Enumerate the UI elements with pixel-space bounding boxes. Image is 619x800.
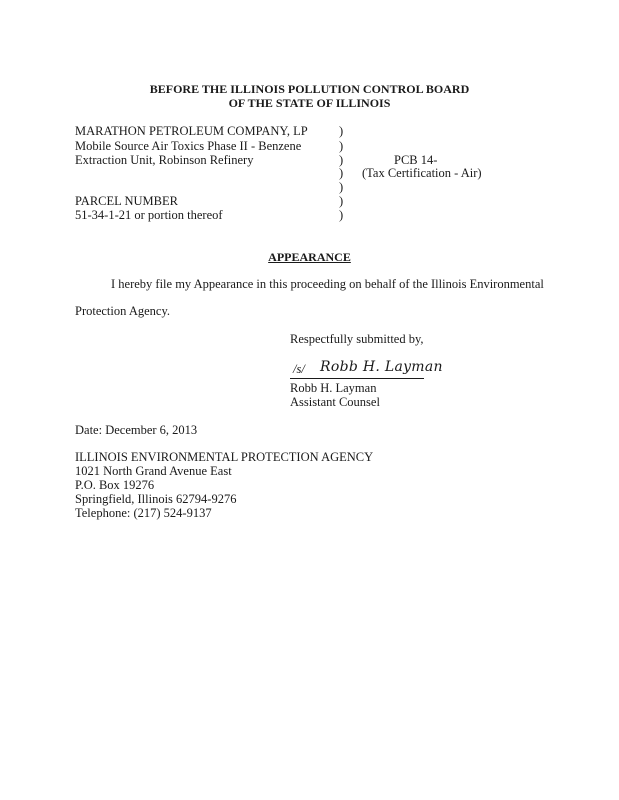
case-type: (Tax Certification - Air) [362, 166, 482, 180]
heading-line-2: OF THE STATE OF ILLINOIS [228, 96, 391, 110]
parcel-number-value: 51-34-1-21 or portion thereof [75, 208, 223, 222]
caption-paren: ) [339, 153, 344, 167]
signature-line [290, 359, 443, 379]
caption-paren: ) [339, 139, 344, 153]
project-line-2: Extraction Unit, Robinson Refinery [75, 153, 254, 167]
caption-paren: ) [339, 180, 344, 194]
caption-paren: ) [339, 124, 344, 138]
caption-paren: ) [339, 166, 344, 180]
appearance-body-line-2: Protection Agency. [75, 304, 171, 318]
agency-address-1: 1021 North Grand Avenue East [75, 464, 232, 478]
case-number: PCB 14- [394, 153, 438, 167]
project-line-1: Mobile Source Air Toxics Phase II - Benzene [75, 139, 302, 153]
agency-name: ILLINOIS ENVIRONMENTAL PROTECTION AGENCY [75, 450, 374, 464]
signer-name: Robb H. Layman [290, 381, 377, 395]
parcel-number-label: PARCEL NUMBER [75, 194, 178, 208]
agency-address-2: P.O. Box 19276 [75, 478, 155, 492]
signature-prefix: /s/ [293, 362, 305, 376]
agency-phone: Telephone: (217) 524-9137 [75, 506, 212, 520]
closing-text: Respectfully submitted by, [290, 332, 424, 346]
signature: Robb H. Layman [320, 359, 443, 375]
petitioner-name: MARATHON PETROLEUM COMPANY, LP [75, 124, 308, 138]
signer-title: Assistant Counsel [290, 395, 380, 409]
caption-paren: ) [339, 208, 344, 222]
heading-line-1: BEFORE THE ILLINOIS POLLUTION CONTROL BOARD [149, 82, 470, 96]
date-line: Date: December 6, 2013 [75, 423, 198, 437]
caption-paren: ) [339, 194, 344, 208]
appearance-title: APPEARANCE [268, 250, 351, 264]
appearance-body-line-1: I hereby file my Appearance in this proceeding on behalf of the Illinois Environmental [111, 277, 544, 291]
agency-address-3: Springfield, Illinois 62794-9276 [75, 492, 237, 506]
